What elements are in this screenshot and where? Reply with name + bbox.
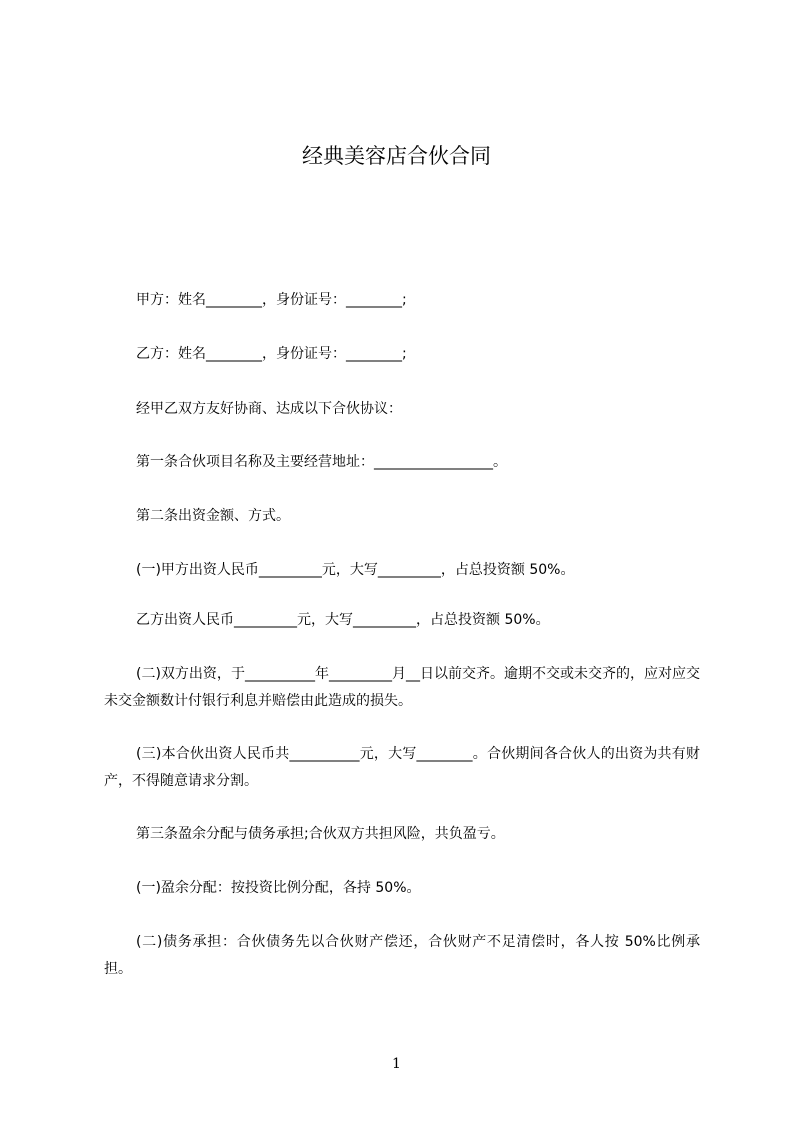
article-one: 第一条合伙项目名称及主要经营地址：_________________。 bbox=[136, 454, 507, 470]
party-b-line: 乙方：姓名________，身份证号：________; bbox=[136, 346, 407, 362]
article-two: 第二条出资金额、方式。 bbox=[136, 508, 290, 524]
article-two-clause-1b: 乙方出资人民币_________元，大写_________，占总投资额 50%。 bbox=[136, 612, 550, 628]
article-three: 第三条盈余分配与债务承担;合伙双方共担风险，共负盈亏。 bbox=[136, 826, 505, 842]
article-three-clause-1: (一)盈余分配：按投资比例分配，各持 50%。 bbox=[136, 880, 421, 896]
article-two-clause-2: (二)双方出资，于__________年_________月__日以前交齐。逾期不交或未交齐的，应对应交未交金额数计付银行利息并赔偿由此造成的损失。 bbox=[104, 666, 700, 709]
article-two-clause-3: (三)本合伙出资人民币共__________元，大写________。合伙期间各合伙人的出资为共有财产，不得随意请求分割。 bbox=[104, 746, 700, 789]
agreement-intro: 经甲乙双方友好协商、达成以下合伙协议： bbox=[136, 401, 402, 417]
party-a-line: 甲方：姓名________，身份证号：________; bbox=[136, 292, 407, 308]
article-two-clause-1: (一)甲方出资人民币_________元，大写_________，占总投资额 50%。 bbox=[136, 562, 575, 578]
document-title: 经典美容店合伙合同 bbox=[302, 144, 491, 168]
page-number: 1 bbox=[392, 1056, 401, 1072]
article-three-clause-2: (二)债务承担：合伙债务先以合伙财产偿还，合伙财产不足清偿时，各人按 50%比例承担。 bbox=[104, 934, 700, 977]
